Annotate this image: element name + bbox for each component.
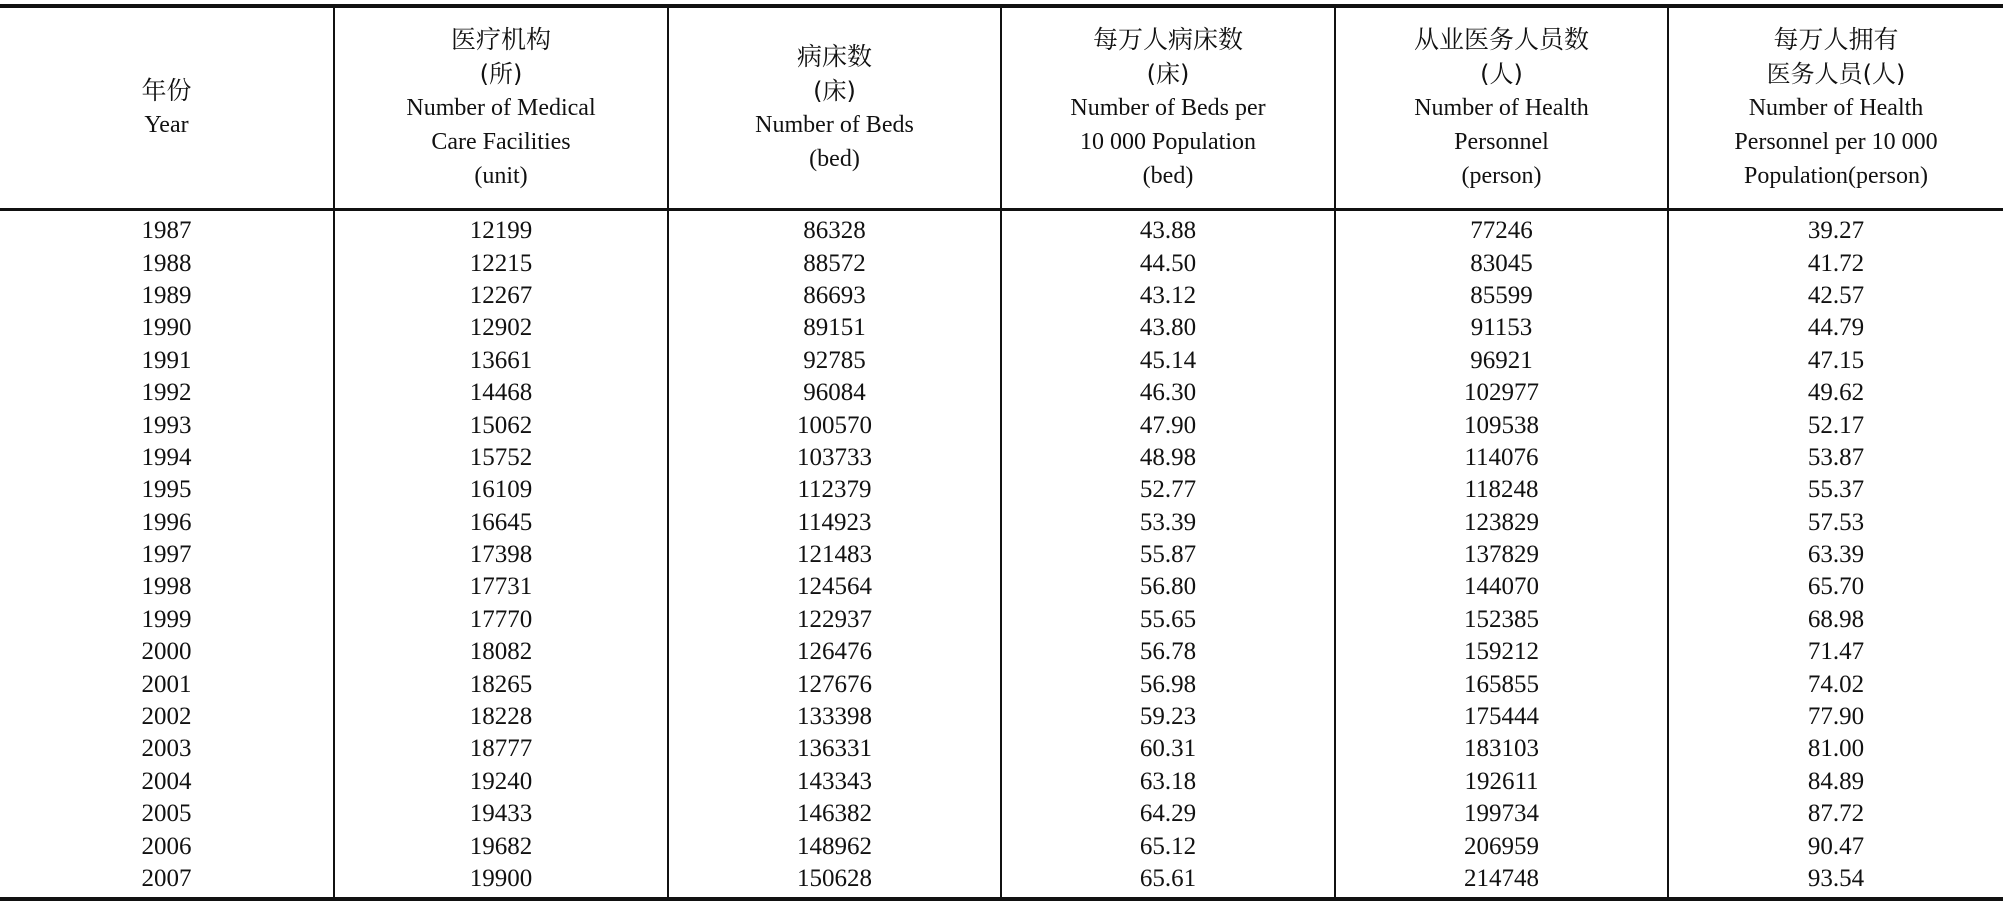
header-chinese-label: 每万人病床数 <box>1092 25 1243 54</box>
beds-per-10000-cell: 43.80 <box>1001 312 1335 344</box>
year-cell: 2004 <box>141 767 192 795</box>
beds-per-10000-cell: 52.77 <box>1001 474 1335 506</box>
beds-cell: 122937 <box>668 604 1001 636</box>
medical-facilities-header <box>334 6 668 210</box>
table-row <box>0 409 2003 441</box>
header-chinese-label: 年份 <box>141 76 192 105</box>
personnel-per-10000-cell: 53.87 <box>1668 442 2003 474</box>
personnel-per-10000-cell: 41.72 <box>1668 247 2003 279</box>
header-unit-label: (床) <box>1146 60 1190 88</box>
header-english-label: Personnel <box>1454 129 1549 155</box>
header-unit-label: (所) <box>479 60 523 88</box>
beds-per-10000-cell: 46.30 <box>1001 377 1335 409</box>
facilities-cell: 18228 <box>334 701 668 733</box>
header-chinese-label: 病床数 <box>796 42 872 71</box>
personnel-per-10000-cell: 87.72 <box>1668 798 2003 830</box>
beds-header <box>668 6 1001 210</box>
health-statistics-table <box>0 4 2003 901</box>
beds-cell: 143343 <box>668 766 1001 798</box>
personnel-per-10000-cell: 68.98 <box>1668 604 2003 636</box>
beds-cell: 114923 <box>668 507 1001 539</box>
personnel-per-10000-cell: 57.53 <box>1668 507 2003 539</box>
beds-cell: 133398 <box>668 701 1001 733</box>
header-english-label: (person) <box>1461 163 1542 189</box>
personnel-cell: 83045 <box>1335 247 1668 279</box>
personnel-cell: 199734 <box>1335 798 1668 830</box>
beds-per-10000-cell: 56.78 <box>1001 636 1335 668</box>
personnel-per-10000-cell: 52.17 <box>1668 409 2003 441</box>
table-row <box>0 507 2003 539</box>
facilities-cell: 18082 <box>334 636 668 668</box>
header-english-label: Personnel per 10 000 <box>1734 129 1938 155</box>
year-cell: 2005 <box>141 800 192 828</box>
header-english-label: Number of Medical <box>406 95 596 121</box>
personnel-cell: 96921 <box>1335 345 1668 377</box>
table-row <box>0 312 2003 344</box>
year-cell: 1988 <box>141 249 192 277</box>
facilities-cell: 17731 <box>334 571 668 603</box>
facilities-cell: 12902 <box>334 312 668 344</box>
facilities-cell: 12215 <box>334 247 668 279</box>
personnel-per-10000-cell: 42.57 <box>1668 280 2003 312</box>
personnel-cell: 77246 <box>1335 210 1668 248</box>
personnel-per-10000-cell: 55.37 <box>1668 474 2003 506</box>
year-cell: 1994 <box>141 443 192 471</box>
personnel-per-10000-cell: 71.47 <box>1668 636 2003 668</box>
personnel-per-10000-cell: 63.39 <box>1668 539 2003 571</box>
table-row <box>0 830 2003 862</box>
year-cell: 2001 <box>141 670 192 698</box>
personnel-cell: 159212 <box>1335 636 1668 668</box>
personnel-per-10000-header <box>1668 6 2003 210</box>
table-row <box>0 377 2003 409</box>
year-cell: 1990 <box>141 314 192 342</box>
table-row <box>0 733 2003 765</box>
beds-per-10000-cell: 65.12 <box>1001 830 1335 862</box>
beds-cell: 124564 <box>668 571 1001 603</box>
facilities-cell: 15062 <box>334 409 668 441</box>
beds-cell: 100570 <box>668 409 1001 441</box>
table-row <box>0 474 2003 506</box>
beds-cell: 126476 <box>668 636 1001 668</box>
beds-per-10000-cell: 55.65 <box>1001 604 1335 636</box>
beds-per-10000-cell: 56.80 <box>1001 571 1335 603</box>
facilities-cell: 18777 <box>334 733 668 765</box>
beds-per-10000-cell: 53.39 <box>1001 507 1335 539</box>
personnel-cell: 85599 <box>1335 280 1668 312</box>
year-cell: 1997 <box>141 541 192 569</box>
personnel-cell: 118248 <box>1335 474 1668 506</box>
personnel-cell: 114076 <box>1335 442 1668 474</box>
personnel-cell: 123829 <box>1335 507 1668 539</box>
year-cell: 2000 <box>141 638 192 666</box>
facilities-cell: 14468 <box>334 377 668 409</box>
header-english-label: (bed) <box>809 146 860 172</box>
header-english-label: (unit) <box>474 163 528 189</box>
table-row <box>0 280 2003 312</box>
beds-cell: 88572 <box>668 247 1001 279</box>
table-row <box>0 604 2003 636</box>
personnel-cell: 183103 <box>1335 733 1668 765</box>
header-unit-label: (床) <box>813 77 856 105</box>
beds-cell: 136331 <box>668 733 1001 765</box>
beds-cell: 86693 <box>668 280 1001 312</box>
table-row <box>0 701 2003 733</box>
header-english-label: (bed) <box>1142 163 1194 189</box>
header-english-label: Number of Beds per <box>1070 95 1266 121</box>
beds-per-10000-cell: 44.50 <box>1001 247 1335 279</box>
header-english-label: Care Facilities <box>431 129 571 155</box>
year-header <box>0 6 334 210</box>
header-english-label: Number of Health <box>1414 95 1589 121</box>
header-english-label: Number of Beds <box>755 112 914 138</box>
personnel-cell: 91153 <box>1335 312 1668 344</box>
beds-per-10000-cell: 47.90 <box>1001 409 1335 441</box>
personnel-per-10000-cell: 93.54 <box>1668 863 2003 899</box>
personnel-cell: 144070 <box>1335 571 1668 603</box>
table-row <box>0 442 2003 474</box>
personnel-per-10000-cell: 47.15 <box>1668 345 2003 377</box>
table-row <box>0 539 2003 571</box>
year-cell: 1993 <box>141 411 192 439</box>
facilities-cell: 18265 <box>334 668 668 700</box>
table-body <box>0 210 2003 900</box>
year-cell: 2003 <box>141 735 192 763</box>
beds-cell: 103733 <box>668 442 1001 474</box>
personnel-per-10000-cell: 81.00 <box>1668 733 2003 765</box>
beds-per-10000-cell: 43.88 <box>1001 210 1335 248</box>
table-row <box>0 571 2003 603</box>
facilities-cell: 19682 <box>334 830 668 862</box>
facilities-cell: 16109 <box>334 474 668 506</box>
personnel-per-10000-cell: 39.27 <box>1668 210 2003 248</box>
beds-per-10000-cell: 55.87 <box>1001 539 1335 571</box>
table-row <box>0 863 2003 899</box>
year-cell: 1998 <box>141 573 192 601</box>
personnel-cell: 192611 <box>1335 766 1668 798</box>
facilities-cell: 17398 <box>334 539 668 571</box>
year-cell: 1999 <box>141 605 192 633</box>
beds-cell: 150628 <box>668 863 1001 899</box>
year-cell: 2006 <box>141 832 192 860</box>
health-personnel-header <box>1335 6 1668 210</box>
header-english-label: 10 000 Population <box>1079 129 1256 155</box>
beds-per-10000-cell: 65.61 <box>1001 863 1335 899</box>
header-unit-label: 医务人员(人) <box>1766 60 1906 88</box>
beds-per-10000-cell: 59.23 <box>1001 701 1335 733</box>
year-cell: 1995 <box>141 476 192 504</box>
personnel-per-10000-cell: 77.90 <box>1668 701 2003 733</box>
personnel-per-10000-cell: 74.02 <box>1668 668 2003 700</box>
header-unit-label: (人) <box>1480 60 1523 88</box>
personnel-per-10000-cell: 44.79 <box>1668 312 2003 344</box>
beds-cell: 86328 <box>668 210 1001 248</box>
year-cell: 1996 <box>141 508 192 536</box>
beds-per-10000-cell: 56.98 <box>1001 668 1335 700</box>
header-english-label: Year <box>144 112 189 138</box>
table-row <box>0 210 2003 248</box>
table-row <box>0 636 2003 668</box>
beds-cell: 112379 <box>668 474 1001 506</box>
year-cell: 2002 <box>141 703 192 731</box>
beds-cell: 92785 <box>668 345 1001 377</box>
beds-per-10000-header <box>1001 6 1335 210</box>
table-header <box>0 6 2003 210</box>
facilities-cell: 17770 <box>334 604 668 636</box>
personnel-cell: 175444 <box>1335 701 1668 733</box>
personnel-cell: 214748 <box>1335 863 1668 899</box>
table-row <box>0 798 2003 830</box>
facilities-cell: 19900 <box>334 863 668 899</box>
beds-per-10000-cell: 64.29 <box>1001 798 1335 830</box>
year-cell: 1989 <box>141 281 192 309</box>
personnel-cell: 137829 <box>1335 539 1668 571</box>
facilities-cell: 16645 <box>334 507 668 539</box>
facilities-cell: 15752 <box>334 442 668 474</box>
header-chinese-label: 医疗机构 <box>450 25 551 54</box>
beds-cell: 89151 <box>668 312 1001 344</box>
table-row <box>0 668 2003 700</box>
facilities-cell: 19240 <box>334 766 668 798</box>
beds-cell: 146382 <box>668 798 1001 830</box>
header-english-label: Population(person) <box>1744 163 1928 189</box>
header-row <box>0 6 2003 210</box>
personnel-per-10000-cell: 49.62 <box>1668 377 2003 409</box>
year-cell: 2007 <box>141 865 192 892</box>
personnel-per-10000-cell: 84.89 <box>1668 766 2003 798</box>
header-chinese-label: 每万人拥有 <box>1773 25 1899 54</box>
header-chinese-label: 从业医务人员数 <box>1413 25 1589 54</box>
year-cell: 1987 <box>141 217 192 245</box>
beds-cell: 121483 <box>668 539 1001 571</box>
personnel-cell: 206959 <box>1335 830 1668 862</box>
personnel-cell: 165855 <box>1335 668 1668 700</box>
year-cell: 1992 <box>141 379 192 407</box>
facilities-cell: 12267 <box>334 280 668 312</box>
beds-per-10000-cell: 48.98 <box>1001 442 1335 474</box>
header-english-label: Number of Health <box>1748 95 1924 121</box>
beds-per-10000-cell: 45.14 <box>1001 345 1335 377</box>
facilities-cell: 12199 <box>334 210 668 248</box>
personnel-cell: 109538 <box>1335 409 1668 441</box>
personnel-cell: 152385 <box>1335 604 1668 636</box>
beds-per-10000-cell: 60.31 <box>1001 733 1335 765</box>
personnel-cell: 102977 <box>1335 377 1668 409</box>
facilities-cell: 13661 <box>334 345 668 377</box>
facilities-cell: 19433 <box>334 798 668 830</box>
beds-cell: 127676 <box>668 668 1001 700</box>
table-row <box>0 766 2003 798</box>
year-cell: 1991 <box>141 346 192 374</box>
beds-per-10000-cell: 63.18 <box>1001 766 1335 798</box>
beds-cell: 96084 <box>668 377 1001 409</box>
beds-per-10000-cell: 43.12 <box>1001 280 1335 312</box>
table-row <box>0 247 2003 279</box>
personnel-per-10000-cell: 65.70 <box>1668 571 2003 603</box>
table-row <box>0 345 2003 377</box>
beds-cell: 148962 <box>668 830 1001 862</box>
personnel-per-10000-cell: 90.47 <box>1668 830 2003 862</box>
